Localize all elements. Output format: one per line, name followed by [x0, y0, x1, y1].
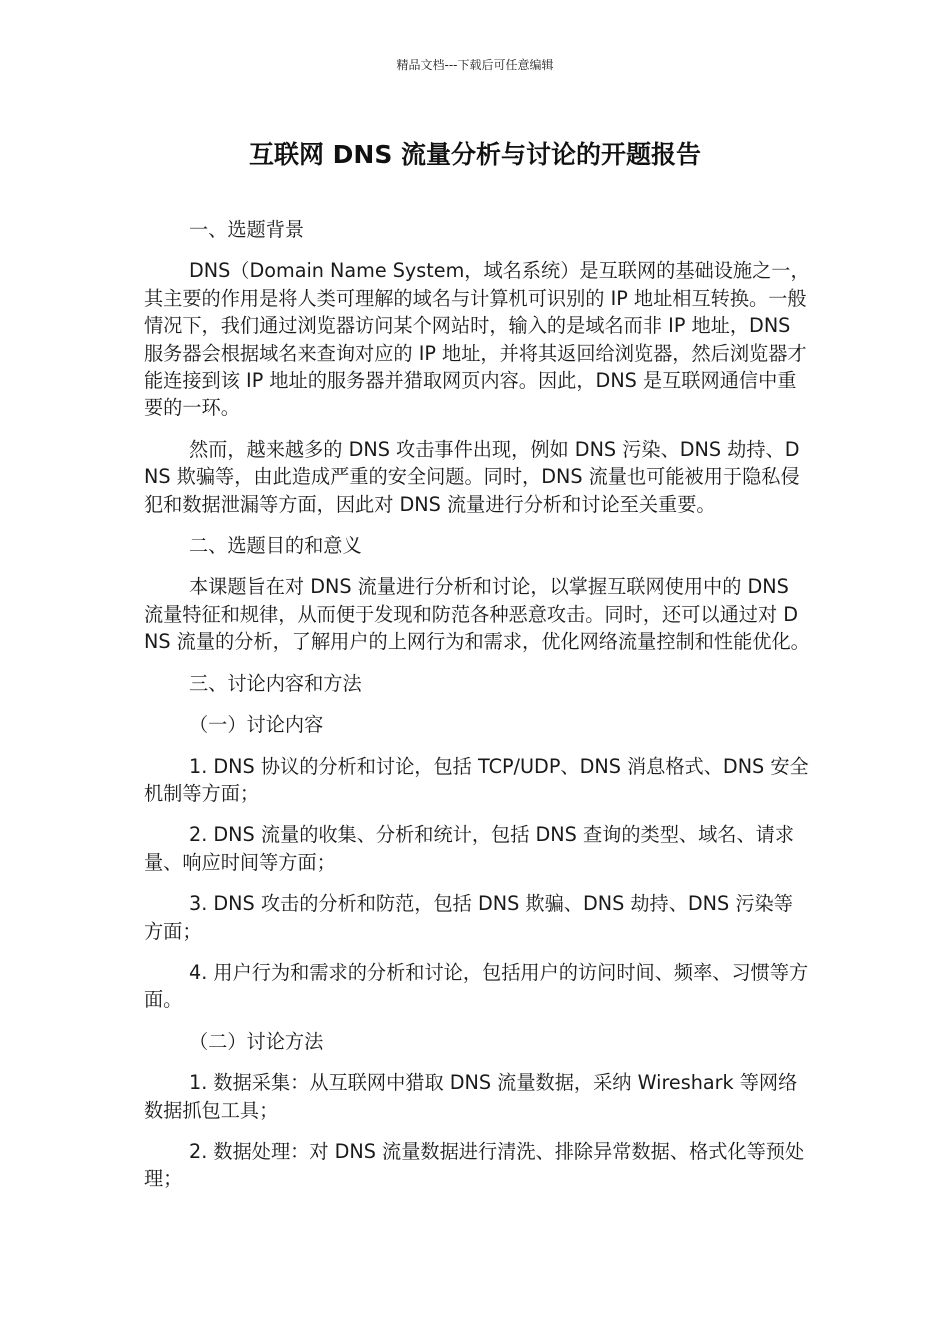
section-heading-background: 一、选题背景 — [189, 218, 305, 241]
paragraph-dns-intro: DNS（Domain Name System，域名系统）是互联网的基础设施之一，其主要的作用是将人类可理解的域名与计算机可识别的 IP 地址相互转换。一般情况下，我们通过浏览器访问某个网站时，输入的是域名而非 IP 地址，DNS 服务器会根据域名来查询对应的 IP 地址，并将其返回给浏览器，然后浏览器才能连接到该 IP 地址的服务器并猎取网页内容。因此，DNS 是互联网通信中重要的一环。 — [144, 259, 810, 420]
subheading-content: （一）讨论内容 — [189, 713, 324, 737]
header-note: 精品文档---下载后可任意编辑 — [396, 58, 554, 72]
list-item-content-1: 1. DNS 协议的分析和讨论，包括 TCP/UDP、DNS 消息格式、DNS 安全机制等方面； — [144, 754, 809, 805]
list-item-method-2: 2. 数据处理：对 DNS 流量数据进行清洗、排除异常数据、格式化等预处理； — [144, 1139, 805, 1191]
list-item-content-4: 4. 用户行为和需求的分析和讨论，包括用户的访问时间、频率、习惯等方面。 — [144, 960, 809, 1012]
document-body — [144, 216, 810, 1207]
section-heading-content-method: 三、讨论内容和方法 — [189, 671, 362, 695]
document-title: 互联网 DNS 流量分析与讨论的开题报告 — [248, 140, 702, 169]
section-heading-purpose: 二、选题目的和意义 — [189, 534, 362, 558]
subheading-method: （二）讨论方法 — [189, 1029, 324, 1053]
list-item-content-3: 3. DNS 攻击的分析和防范，包括 DNS 欺骗、DNS 劫持、DNS 污染等方面； — [144, 892, 793, 943]
paragraph-dns-attacks: 然而，越来越多的 DNS 攻击事件出现，例如 DNS 污染、DNS 劫持、DNS 欺骗等，由此造成严重的安全问题。同时，DNS 流量也可能被用于隐私侵犯和数据泄漏等方面，因此对 DNS 流量进行分析和讨论至关重要。 — [144, 437, 800, 516]
paragraph-purpose: 本课题旨在对 DNS 流量进行分析和讨论，以掌握互联网使用中的 DNS 流量特征和规律，从而便于发现和防范各种恶意攻击。同时，还可以通过对 DNS 流量的分析，了解用户的上网行为和需求，优化网络流量控制和性能优化。 — [144, 575, 810, 654]
list-item-content-2: 2. DNS 流量的收集、分析和统计，包括 DNS 查询的类型、域名、请求量、响应时间等方面； — [144, 823, 795, 874]
list-item-method-1: 1. 数据采集：从互联网中猎取 DNS 流量数据，采纳 Wireshark 等网络数据抓包工具； — [144, 1071, 798, 1122]
